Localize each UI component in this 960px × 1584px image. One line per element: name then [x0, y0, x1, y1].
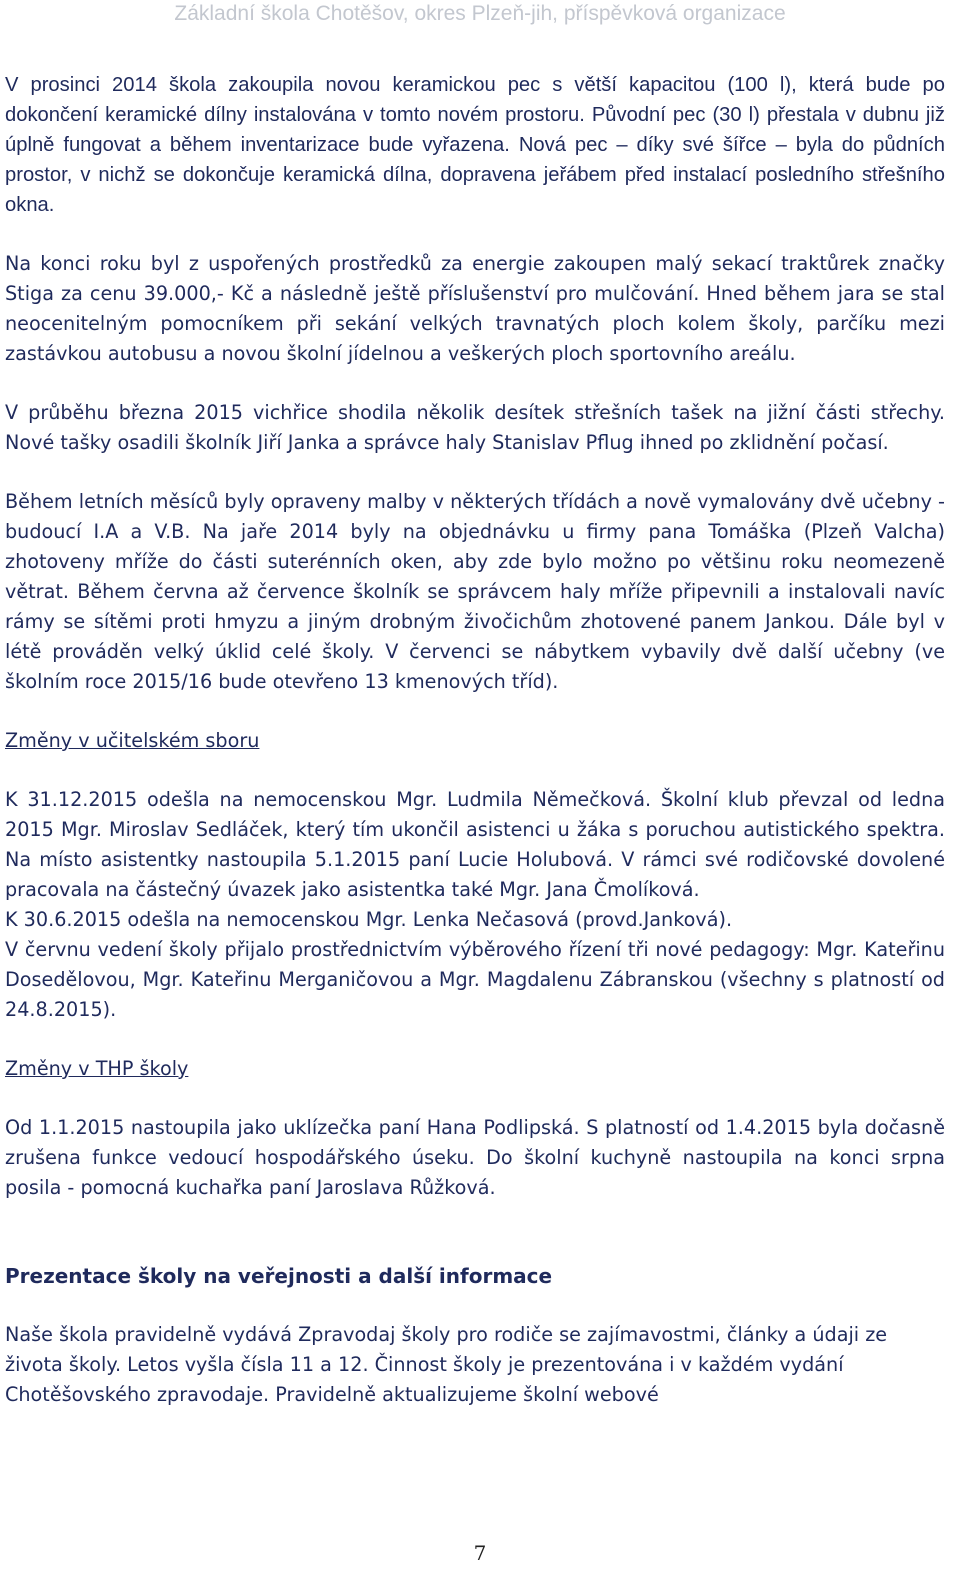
- paragraph-sick-leave: K 30.6.2015 odešla na nemocenskou Mgr. Lenka Nečasová (provd.Janková).: [5, 908, 733, 931]
- page-header: Základní škola Chotěšov, okres Plzeň-jih, příspěvková organizace: [174, 2, 786, 25]
- paragraph-new-teachers: V červnu vedení školy přijalo prostřednictvím výběrového řízení tři nové pedagogy: Mgr. Kateřinu Dosedělovou, Mgr. Kateřinu Merganičovou a Mgr. Magdalenu Zábranskou (všechny s platností od 24.8.2015).: [5, 938, 945, 1021]
- heading-thp-staff: Změny v THP školy: [5, 1057, 189, 1080]
- paragraph-tractor: Na konci roku byl z uspořených prostředků za energie zakoupen malý sekací traktůrek značky Stiga za cenu 39.000,- Kč a následně ještě příslušenství pro mulčování. Hned během jara se stal neocenitelným pomocníkem při sekání velkých travnatých ploch kolem školy, parčíku mezi zastávkou autobusu a novou školní jídelnou a veškerých ploch sportovního areálu.: [5, 252, 945, 365]
- heading-teaching-staff: Změny v učitelském sboru: [5, 729, 260, 752]
- paragraph-summer-repairs: Během letních měsíců byly opraveny malby v některých třídách a nově vymalovány dvě učebny - budoucí I.A a V.B. Na jaře 2014 byly na objednávku u firmy pana Tomáška (Plzeň Valcha) zhotoveny mříže do části suterénních oken, aby zde bylo možno po většinu roku neomezeně větrat. Během června až července školník se správcem haly mříže připevnili a instalovali navíc rámy se sítěmi proti hmyzu a jiným drobným živočichům zhotovené panem Jankou. Dále byl v létě prováděn velký úklid celé školy. V červenci se nábytkem vybavily dvě další učebny (ve školním roce 2015/16 bude otevřeno 13 kmenových tříd).: [5, 490, 945, 693]
- document-body: [5, 70, 945, 1410]
- paragraph-roof: V průběhu března 2015 vichřice shodila několik desítek střešních tašek na jižní části střechy. Nové tašky osadili školník Jiří Janka a správce haly Stanislav Pflug ihned po zklidnění počasí.: [5, 401, 945, 454]
- paragraph-newsletter: Naše škola pravidelně vydává Zpravodaj školy pro rodiče se zajímavostmi, články a údaji ze života školy. Letos vyšla čísla 11 a 12. Činnost školy je prezentována i v každém vydání Chotěšovského zpravodaje. Pravidelně aktualizujeme školní webové: [5, 1323, 888, 1406]
- paragraph-staff-changes: K 31.12.2015 odešla na nemocenskou Mgr. Ludmila Němečková. Školní klub převzal od ledna 2015 Mgr. Miroslav Sedláček, který tím ukončil asistenci u žáka s poruchou autistického spektra. Na místo asistentky nastoupila 5.1.2015 paní Lucie Holubová. V rámci své rodičovské dovolené pracovala na částečný úvazek jako asistentka také Mgr. Jana Čmolíková.: [5, 788, 945, 901]
- paragraph-kiln: V prosinci 2014 škola zakoupila novou keramickou pec s větší kapacitou (100 l), která bude po dokončení keramické dílny instalována v tomto novém prostoru. Původní pec (30 l) přestala v dubnu již úplně fungovat a během inventarizace bude vyřazena. Nová pec – díky své šířce – byla do půdních prostor, v nichž se dokončuje keramická dílna, dopravena jeřábem před instalací posledního střešního okna.: [5, 74, 945, 216]
- paragraph-thp-changes: Od 1.1.2015 nastoupila jako uklízečka paní Hana Podlipská. S platností od 1.4.2015 byla dočasně zrušena funkce vedoucí hospodářského úseku. Do školní kuchyně nastoupila na konci srpna posila - pomocná kuchařka paní Jaroslava Růžková.: [5, 1116, 945, 1199]
- heading-presentation: Prezentace školy na veřejnosti a další informace: [5, 1264, 553, 1288]
- page-number: 7: [473, 1541, 487, 1565]
